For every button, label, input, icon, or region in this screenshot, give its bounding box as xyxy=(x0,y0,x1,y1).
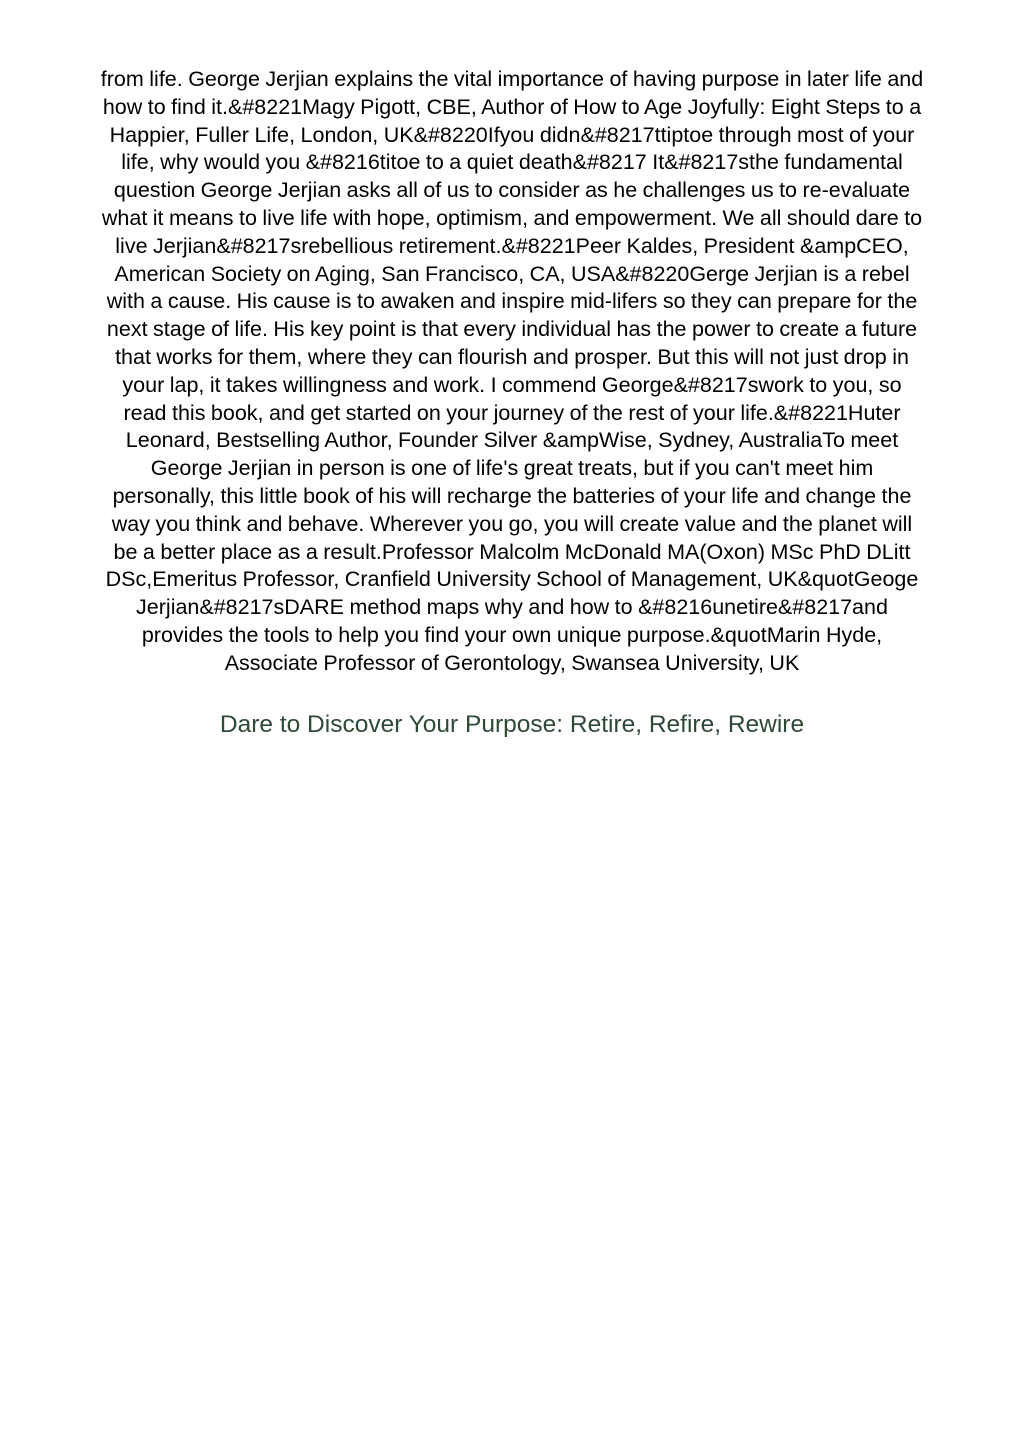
text-line: read this book, and get started on your journey of the rest of your life.&#8221Huter xyxy=(123,400,901,425)
text-line: Jerjian&#8217sDARE method maps why and how to &#8216unetire&#8217and xyxy=(136,595,888,620)
text-line: question George Jerjian asks all of us to consider as he challenges us to re-evaluate xyxy=(113,178,911,203)
text-line: provides the tools to help you find your own unique purpose.&quotMarin Hyde, xyxy=(141,622,883,647)
text-line: what it means to live life with hope, optimism, and empowerment. We all should dare to xyxy=(101,205,923,230)
text-line: Happier, Fuller Life, London, UK&#8220Ifyou didn&#8217ttiptoe through most of your xyxy=(109,122,915,147)
text-line: how to find it.&#8221Magy Pigott, CBE, Author of How to Age Joyfully: Eight Steps to a xyxy=(102,94,922,119)
text-line: personally, this little book of his will recharge the batteries of your life and change the xyxy=(112,483,912,508)
text-line: American Society on Aging, San Francisco, CA, USA&#8220Gerge Jerjian is a rebel xyxy=(114,261,910,286)
text-line: from life. George Jerjian explains the vital importance of having purpose in later life and xyxy=(100,67,924,91)
text-line: with a cause. His cause is to awaken and inspire mid-lifers so they can prepare for the xyxy=(106,289,918,314)
text-line: George Jerjian in person is one of life's great treats, but if you can't meet him xyxy=(150,456,874,481)
text-line: DSc,Emeritus Professor, Cranfield University School of Management, UK&quotGeoge xyxy=(105,567,919,592)
text-line: life, why would you &#8216titoe to a quiet death&#8217 It&#8217sthe fundamental xyxy=(121,150,903,175)
text-line: be a better place as a result.Professor Malcolm McDonald MA(Oxon) MSc PhD DLitt xyxy=(113,539,911,564)
endorsements-text xyxy=(52,66,972,678)
text-line: Leonard, Bestselling Author, Founder Silver &ampWise, Sydney, AustraliaTo meet xyxy=(125,428,899,453)
text-line: next stage of life. His key point is that every individual has the power to create a future xyxy=(106,317,918,342)
book-title: Dare to Discover Your Purpose: Retire, Refire, Rewire xyxy=(219,711,805,738)
text-line: live Jerjian&#8217srebellious retirement.&#8221Peer Kaldes, President &ampCEO, xyxy=(115,233,909,258)
text-line: your lap, it takes willingness and work. I commend George&#8217swork to you, so xyxy=(122,372,902,397)
text-line: that works for them, where they can flourish and prosper. But this will not just drop in xyxy=(115,344,909,369)
text-line: Associate Professor of Gerontology, Swansea University, UK xyxy=(224,650,800,675)
text-line: way you think and behave. Wherever you go, you will create value and the planet will xyxy=(111,511,913,536)
